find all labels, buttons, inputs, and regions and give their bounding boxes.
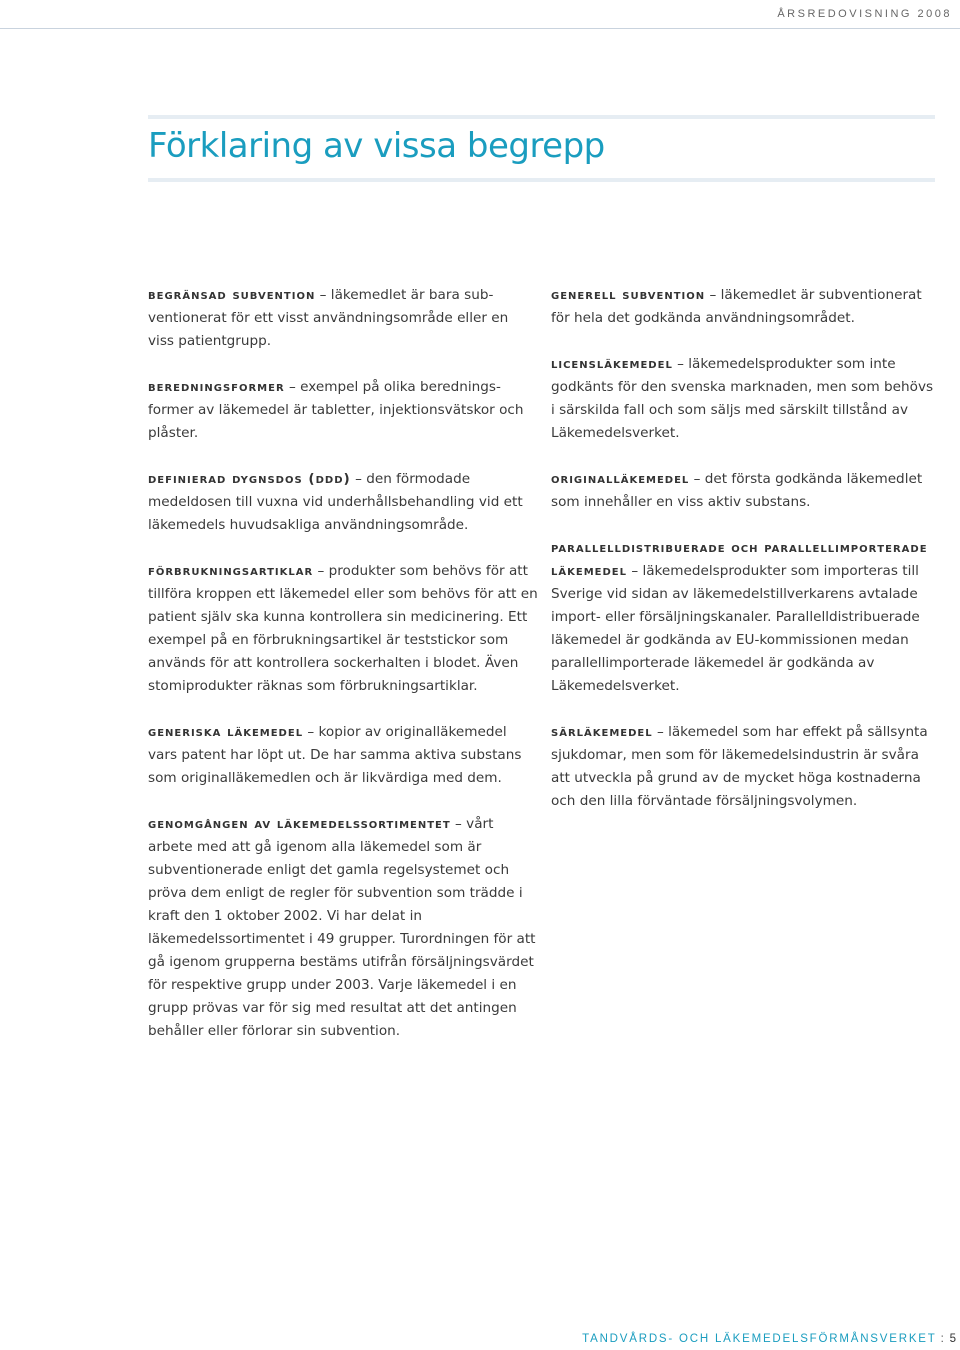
right-column (551, 284, 941, 836)
separator: – (355, 471, 362, 487)
glossary-entry (148, 813, 538, 1043)
left-column (148, 284, 538, 1066)
glossary-entry (148, 721, 538, 790)
term: licensläkemedel (551, 356, 673, 372)
separator: – (317, 563, 325, 579)
term: förbrukningsartiklar (148, 563, 314, 579)
term: generiska läkemedel (148, 724, 304, 740)
separator: – (319, 287, 327, 303)
definition: exempel på olika beredningsformer av läkemedel är tabletter, injektionsvätskor och plåster. (148, 379, 524, 441)
page-number: 5 (949, 1333, 956, 1345)
term: beredningsformer (148, 379, 285, 395)
glossary-entry (551, 721, 941, 813)
term: originalläkemedel (551, 471, 690, 487)
term: parallelldistribuerade och parallellimporterade läkemedel (551, 540, 928, 579)
separator: – (677, 356, 684, 372)
term: genomgången av läkemedelssortimentet (148, 816, 451, 832)
term: begränsad subvention (148, 287, 316, 303)
glossary-entry (551, 353, 941, 445)
glossary-entry (148, 376, 538, 445)
footer-label: TANDVÅRDS- OCH LÄKEMEDELSFÖRMÅNSVERKET (582, 1333, 937, 1345)
footer-colon: : (940, 1333, 946, 1345)
separator: – (693, 471, 701, 487)
page-footer (582, 1333, 956, 1345)
glossary-entry (148, 284, 538, 353)
definition: läkemedlet är bara subventionerat för ett visst användningsområde eller en viss patientgrupp. (148, 287, 509, 349)
glossary-entry (148, 468, 538, 537)
separator: – (631, 563, 639, 579)
glossary-entry (551, 537, 941, 698)
definition: vårt arbete med att gå igenom alla läkemedel som är subventionerade enligt det gamla regelsystemet och pröva dem enligt de regler för subvention som trädde i kraft den 1 oktober 2002. Vi har delat in läkemedelssortimentet i 49 grupper. Turordningen för att gå igenom grupperna bestäms utifrån försäljningsvärdet för respektive grupp under 2003. Varje läkemedel i en grupp prövas var för sig med resultat att det antingen behåller eller förlorar sin subvention. (148, 816, 536, 1039)
term: definierad dygnsdos (ddd) (148, 471, 351, 487)
title-band-bottom (148, 178, 935, 182)
definition: kopior av originalläkemedel vars patent har löpt ut. De har samma aktiva substans som originalläkemedlen och är likvärdiga med dem. (148, 724, 522, 786)
glossary-entry (148, 560, 538, 698)
definition: läkemedlet är subventionerat för hela det godkända användningsområdet. (551, 287, 922, 326)
definition: läkemedelsprodukter som importeras till Sverige vid sidan av läkemedelstillverkarens avtalade import- eller försäljningskanaler. Parallelldistribuerade läkemedel är godkända av EU-kommissionen medan parallellimporterade läkemedel är godkända av Läkemedelsverket. (551, 563, 920, 694)
definition: läkemedel som har effekt på sällsynta sjukdomar, men som för läkemedelsindustrin är svåra att utveckla på grund av de mycket höga kostnaderna och den lilla förväntade försäljningsvolymen. (551, 724, 928, 809)
page-title: Förklaring av vissa begrepp (148, 126, 605, 166)
term: särläkemedel (551, 724, 653, 740)
separator: – (656, 724, 664, 740)
glossary-entry (551, 284, 941, 330)
separator: – (307, 724, 315, 740)
separator: – (709, 287, 717, 303)
term: generell subvention (551, 287, 706, 303)
definition: läkemedelsprodukter som inte godkänts för den svenska marknaden, men som behövs i särskilda fall och som säljs med särskilt tillstånd av Läkemedelsverket. (551, 356, 934, 441)
separator: – (289, 379, 296, 395)
glossary-entry (551, 468, 941, 514)
separator: – (455, 816, 462, 832)
title-band-top (148, 115, 935, 119)
definition: den förmodade medeldosen till vuxna vid underhållsbehandling vid ett läkemedels huvudsakliga användningsområde. (148, 471, 523, 533)
definition: produkter som behövs för att tillföra kroppen ett läkemedel eller som behövs för att en patient själv ska kunna kontrollera sin medicinering. Ett exempel på en förbrukningsartikel är teststickor som används för att kontrollera sockerhalten i blodet. Även stomiprodukter räknas som förbrukningsartiklar. (148, 563, 538, 694)
report-label: ÅRSREDOVISNING 2008 (777, 8, 952, 20)
header-rule (0, 28, 960, 29)
definition: det första godkända läkemedlet som innehåller en viss aktiv substans. (551, 471, 923, 510)
